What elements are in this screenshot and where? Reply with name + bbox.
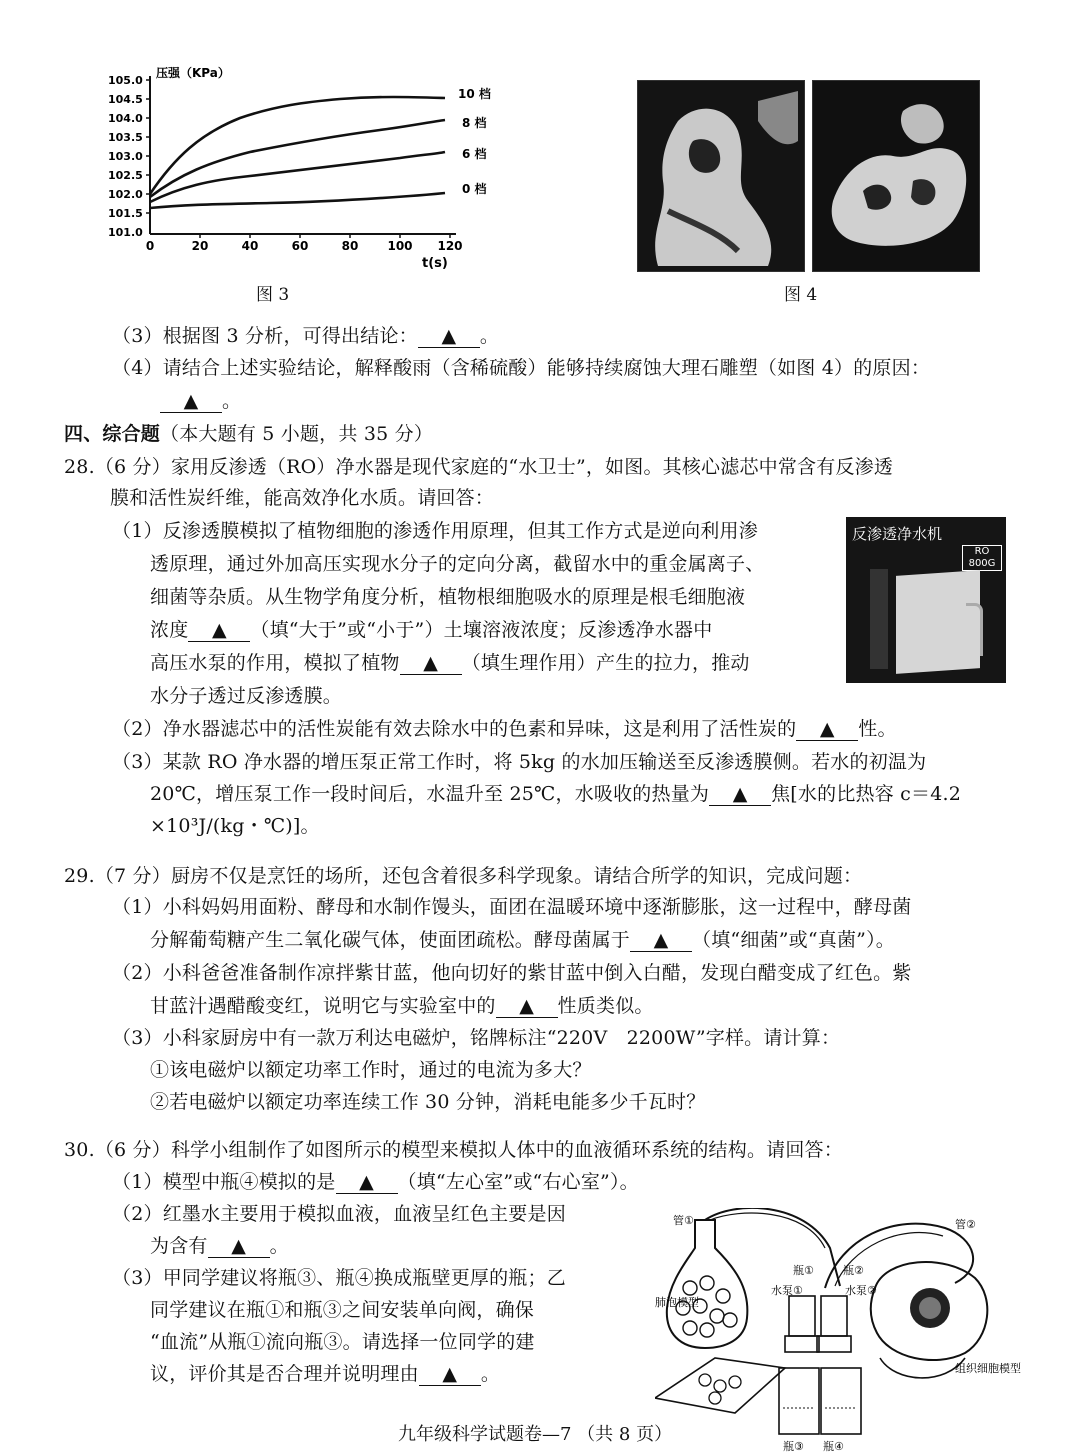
circulation-model-diagram [655,1208,1040,1452]
ro-purifier-image [846,517,1006,683]
x-tick: 120 [437,239,463,253]
label-lung: 肺泡模型 [655,1296,699,1309]
label-bottle3: 瓶③ [783,1440,804,1452]
y-tick: 104.0 [108,112,143,125]
section-heading: 四、综合题（本大题有 5 小题，共 35 分） [64,423,434,445]
q27-part4-answer: ▲ 。 [160,387,241,415]
q29-part2-l2: 甘蓝汁遇醋酸变红，说明它与实验室中的 ▲ 性质类似。 [150,995,654,1017]
x-tick: 80 [341,239,359,253]
label-tube2: 管② [955,1218,976,1231]
device-label: 反渗透净水机 [852,525,943,543]
eroded-statue-image [813,81,979,271]
q29-part3-q2: ②若电磁炉以额定功率连续工作 30 分钟，消耗电能多少千瓦时？ [150,1091,706,1113]
q30-part2-l2: 为含有 ▲ 。 [150,1235,289,1257]
y-tick: 105.0 [108,74,143,87]
y-tick: 101.5 [108,207,143,220]
bottle3-shape [779,1368,819,1434]
x-tick: 100 [387,239,413,253]
answer-blank[interactable]: ▲ [208,1235,270,1258]
q28-part3: （3）某款 RO 净水器的增压泵正常工作时，将 5kg 的水加压输送至反渗透膜侧。若水的初温为 [112,751,927,773]
answer-blank[interactable]: ▲ [188,619,250,642]
x-tick: 0 [145,239,155,253]
label-tissue: 组织细胞模型 [955,1362,1021,1375]
q28-part3-l3: ×10³J/(kg・℃)]。 [150,815,320,837]
answer-blank[interactable]: ▲ [418,325,480,348]
q30-part3-l2: 同学建议在瓶①和瓶③之间安装单向阀，确保 [150,1299,535,1321]
q28-part1-l6: 水分子透过反渗透膜。 [150,685,343,707]
statue-image [638,81,804,271]
y-ticks [108,74,143,239]
y-tick: 102.5 [108,169,143,182]
series-label: 0 档 [462,182,487,196]
answer-blank[interactable]: ▲ [496,995,558,1018]
q29-part3: （3）小科家厨房中有一款万利达电磁炉，铭牌标注“220V 2200W”字样。请计算： [112,1027,841,1049]
figure4-photo-right [812,80,980,272]
figure4-caption: 图 4 [784,285,818,305]
label-bottle2: 瓶② [843,1264,864,1277]
q28-stem-cont: 膜和活性炭纤维，能高效净化水质。请回答： [110,487,495,509]
q28-part1-l5: 高压水泵的作用，模拟了植物 ▲ （填生理作用）产生的拉力，推动 [150,652,750,674]
q29-part2: （2）小科爸爸准备制作凉拌紫甘蓝，他向切好的紫甘蓝中倒入白醋，发现白醋变成了红色。紫 [112,962,912,984]
y-tick: 104.5 [108,93,143,106]
device-badge: RO 800G [962,545,1002,571]
answer-blank[interactable]: ▲ [419,1363,481,1386]
x-tick: 20 [191,239,209,253]
series-label: 10 档 [458,87,491,101]
answer-blank[interactable]: ▲ [796,718,858,741]
lung-model [667,1220,748,1348]
y-tick: 101.0 [108,226,143,239]
figure4-photo-left [637,80,805,272]
x-axis-title: t(s) [422,256,448,271]
q28-part1-l4: 浓度 ▲ （填“大于”或“小于”）土壤溶液浓度；反渗透净水器中 [150,619,713,641]
answer-blank[interactable]: ▲ [160,390,222,413]
q29-stem: 29.（7 分）厨房不仅是烹饪的场所，还包含着很多科学现象。请结合所学的知识，完成问题： [64,865,863,887]
q30-part3-l3: “血流”从瓶①流向瓶③。请选择一位同学的建 [150,1331,535,1353]
q28-part1-l3: 细菌等杂质。从生物学角度分析，植物根细胞吸水的原理是根毛细胞液 [150,586,746,608]
q30-part3-l4: 议，评价其是否合理并说明理由 ▲ 。 [150,1363,501,1385]
answer-blank[interactable]: ▲ [709,783,771,806]
q28-part1-l2: 透原理，通过外加高压实现水分子的定向分离，截留水中的重金属离子、 [150,553,765,575]
y-tick: 103.5 [108,131,143,144]
q30-part2: （2）红墨水主要用于模拟血液，血液呈红色主要是因 [112,1203,566,1225]
series-6-line [150,152,445,202]
y-tick: 103.0 [108,150,143,163]
q27-part3: （3）根据图 3 分析，可得出结论： ▲ 。 [112,325,500,347]
answer-blank[interactable]: ▲ [630,929,692,952]
label-bottle4: 瓶④ [823,1440,844,1452]
x-tick: 60 [291,239,309,253]
q28-part3-l2: 20℃，增压泵工作一段时间后，水温升至 25℃，水吸收的热量为 ▲ 焦[水的比热容 c＝4.2 [150,783,962,805]
q29-part1: （1）小科妈妈用面粉、酵母和水制作馒头，面团在温暖环境中逐渐膨胀，这一过程中，酵母菌 [112,896,912,918]
q27-part4: （4）请结合上述实验结论，解释酸雨（含稀硫酸）能够持续腐蚀大理石雕塑（如图 4）的原因： [112,357,931,379]
answer-blank[interactable]: ▲ [336,1171,398,1194]
series-10-line [150,97,445,194]
x-tick: 40 [241,239,259,253]
q30-part1: （1）模型中瓶④模拟的是 ▲ （填“左心室”或“右心室”）。 [112,1171,639,1193]
q29-part3-q1: ①该电磁炉以额定功率工作时，通过的电流为多大？ [150,1059,592,1081]
q28-part1: （1）反渗透膜模拟了植物细胞的渗透作用原理，但其工作方式是逆向利用渗 [112,520,758,542]
label-tube1: 管① [673,1214,694,1227]
series-label: 8 档 [462,116,487,130]
q29-part1-l2: 分解葡萄糖产生二氧化碳气体，使面团疏松。酵母菌属于 ▲ （填“细菌”或“真菌”）。 [150,929,895,951]
figure3-chart [100,62,500,282]
figure3-caption: 图 3 [256,285,290,305]
label-bottle1: 瓶① [793,1264,814,1277]
series-0-line [150,193,445,208]
bottle4-shape [821,1368,861,1434]
label-pump2: 水泵② [845,1284,877,1297]
answer-blank[interactable]: ▲ [400,652,462,675]
y-axis-title: 压强（KPa） [156,66,230,80]
series-label: 6 档 [462,147,487,161]
q30-part3: （3）甲同学建议将瓶③、瓶④换成瓶壁更厚的瓶；乙 [112,1267,566,1289]
q30-stem: 30.（6 分）科学小组制作了如图所示的模型来模拟人体中的血液循环系统的结构。请回答： [64,1139,843,1161]
label-pump1: 水泵① [771,1284,803,1297]
q28-stem: 28.（6 分）家用反渗透（RO）净水器是现代家庭的“水卫士”，如图。其核心滤芯中常含有反渗透 [64,456,894,478]
y-tick: 102.0 [108,188,143,201]
page-footer: 九年级科学试题卷—7 （共 8 页） [398,1424,673,1445]
q28-part2: （2）净水器滤芯中的活性炭能有效去除水中的色素和异味，这是利用了活性炭的 ▲ 性。 [112,718,897,740]
x-ticks [146,239,463,253]
